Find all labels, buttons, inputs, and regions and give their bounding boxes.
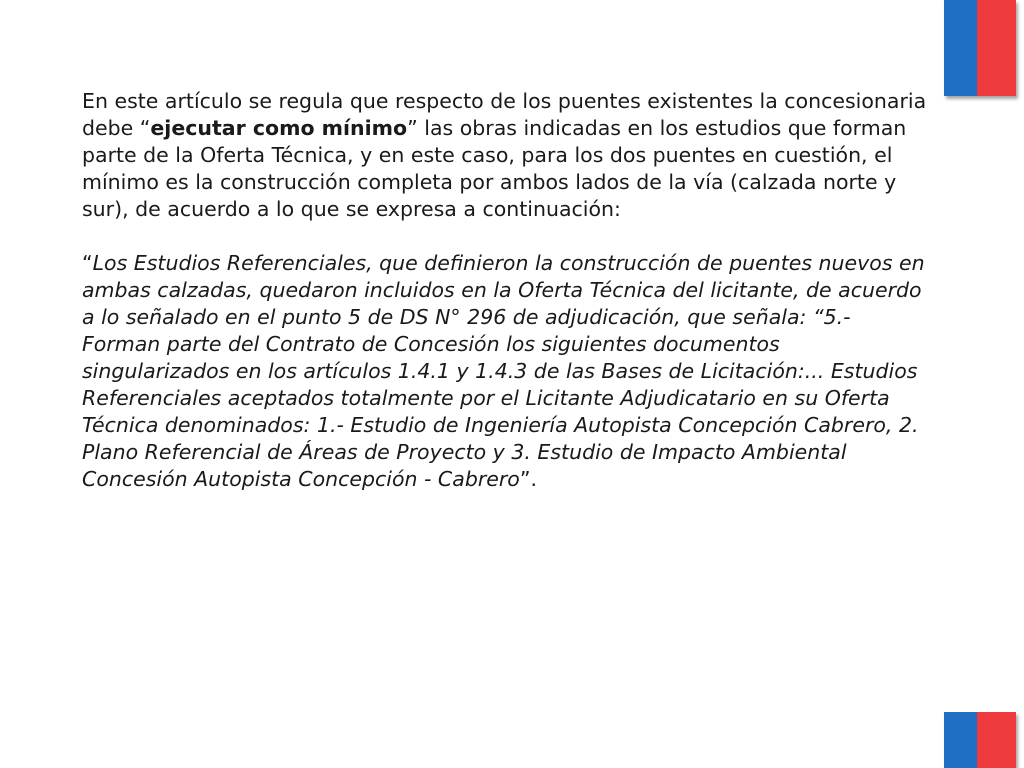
intro-emphasis: ejecutar como mínimo — [150, 116, 408, 140]
quote-text: Los Estudios Referenciales, que definieron la construcción de puentes nuevos en ambas calzadas, quedaron incluidos en la Oferta Técnica del licitante, de acuerdo a lo señalado en el punto 5 de DS N° 296 de adjudicación, que señala: “5.- Forman parte del Contrato de Concesión los siguientes documentos singularizados en los artículos 1.4.1 y 1.4.3 de las Bases de Licitación:... Estudios Referenciales aceptados totalmente por el Licitante Adjudicatario en su Oferta Técnica denominados: 1.- Estudio de Ingeniería Autopista Concepción Cabrero, 2. Plano Referencial de Áreas de Proyecto y 3. Estudio de Impacto Ambiental Concesión Autopista Concepción - Cabrero — [82, 251, 925, 491]
flag-decoration-bottom — [944, 712, 1016, 768]
flag-stripe-red — [977, 0, 1016, 96]
quote-close-mark: ”. — [519, 467, 537, 491]
intro-text-end: ” las obras indicadas en los estudios que forman parte de la Oferta Técnica, y en este caso, para los dos puentes en cuestión, el mínimo es la construcción completa por ambos lados de la vía (calzada norte y sur), de acuerdo a lo que se expresa a continuación: — [82, 116, 907, 221]
flag-decoration-top — [944, 0, 1016, 96]
flag-stripe-red — [977, 712, 1016, 768]
flag-stripe-blue — [944, 712, 977, 768]
quote-open-mark: “ — [82, 251, 93, 275]
intro-text-start: En este artículo se regula que respecto de los puentes existentes la concesionaria debe “ — [82, 89, 927, 140]
quote-paragraph — [82, 250, 932, 493]
slide-body — [82, 88, 932, 493]
intro-paragraph — [82, 88, 932, 223]
flag-stripe-blue — [944, 0, 977, 96]
